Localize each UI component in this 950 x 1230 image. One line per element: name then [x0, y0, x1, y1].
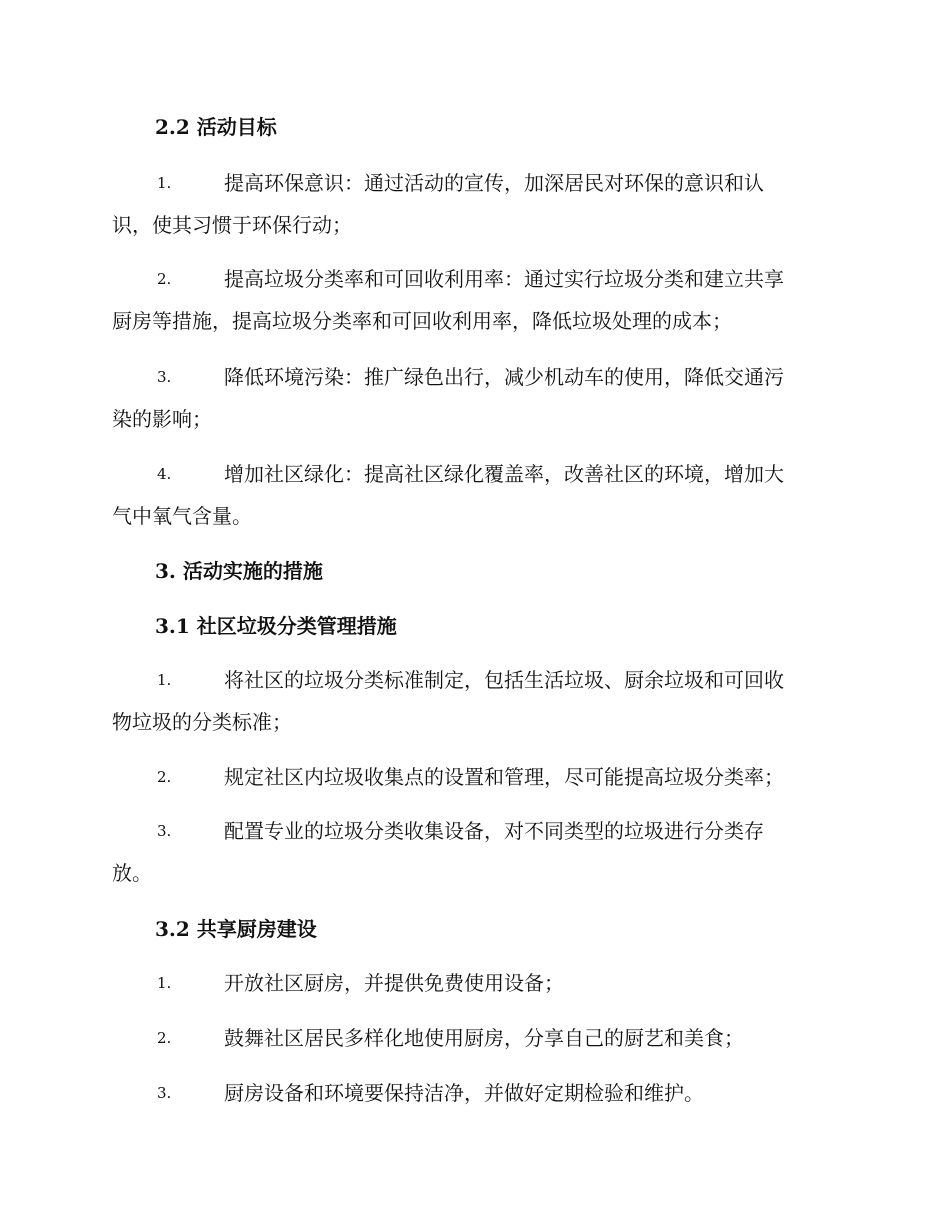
list-number: 2.	[157, 768, 172, 786]
list-text-line1: 提高垃圾分类率和可回收利用率：通过实行垃圾分类和建立共享	[224, 267, 784, 291]
list-text-line1: 降低环境污染：推广绿色出行，减少机动车的使用，降低交通污	[224, 365, 784, 389]
list-number: 3.	[157, 822, 172, 840]
list-item	[112, 659, 834, 743]
section-heading-3-1: 3.1 社区垃圾分类管理措施	[155, 614, 397, 638]
list-text-line1: 配置专业的垃圾分类收集设备，对不同类型的垃圾进行分类存	[224, 819, 764, 843]
list-number: 1.	[157, 174, 172, 192]
list-text-line1: 开放社区厨房，并提供免费使用设备；	[224, 971, 564, 995]
list-text-line2: 物垃圾的分类标准；	[112, 710, 292, 734]
list-item	[112, 962, 834, 1004]
list-number: 2.	[157, 270, 172, 288]
list-text-line2: 放。	[112, 861, 152, 885]
list-number: 2.	[157, 1029, 172, 1047]
list-item	[112, 258, 834, 342]
list-number: 4.	[157, 465, 172, 483]
list-text-line1: 将社区的垃圾分类标准制定，包括生活垃圾、厨余垃圾和可回收	[224, 668, 784, 692]
list-text-line2: 染的影响；	[112, 407, 212, 431]
list-number: 3.	[157, 368, 172, 386]
section-heading-3: 3. 活动实施的措施	[155, 559, 323, 583]
list-item	[112, 1072, 834, 1114]
list-item	[112, 1017, 834, 1059]
list-item	[112, 756, 834, 798]
list-text-line1: 鼓舞社区居民多样化地使用厨房，分享自己的厨艺和美食；	[224, 1026, 744, 1050]
list-text-line2: 气中氧气含量。	[112, 504, 252, 528]
list-text-line2: 识，使其习惯于环保行动；	[112, 213, 352, 237]
list-item	[112, 162, 834, 246]
section-heading-2-2: 2.2 活动目标	[155, 115, 277, 139]
list-text-line1: 厨房设备和环境要保持洁净，并做好定期检验和维护。	[224, 1081, 704, 1105]
list-item	[112, 356, 834, 440]
list-text-line1: 规定社区内垃圾收集点的设置和管理，尽可能提高垃圾分类率；	[224, 765, 784, 789]
list-item	[112, 810, 834, 894]
list-number: 1.	[157, 974, 172, 992]
list-text-line1: 增加社区绿化：提高社区绿化覆盖率，改善社区的环境，增加大	[224, 462, 784, 486]
list-number: 3.	[157, 1084, 172, 1102]
list-number: 1.	[157, 671, 172, 689]
list-text-line1: 提高环保意识：通过活动的宣传，加深居民对环保的意识和认	[224, 171, 764, 195]
section-heading-3-2: 3.2 共享厨房建设	[155, 917, 317, 941]
list-item	[112, 453, 834, 537]
list-text-line2: 厨房等措施，提高垃圾分类率和可回收利用率，降低垃圾处理的成本；	[112, 309, 732, 333]
